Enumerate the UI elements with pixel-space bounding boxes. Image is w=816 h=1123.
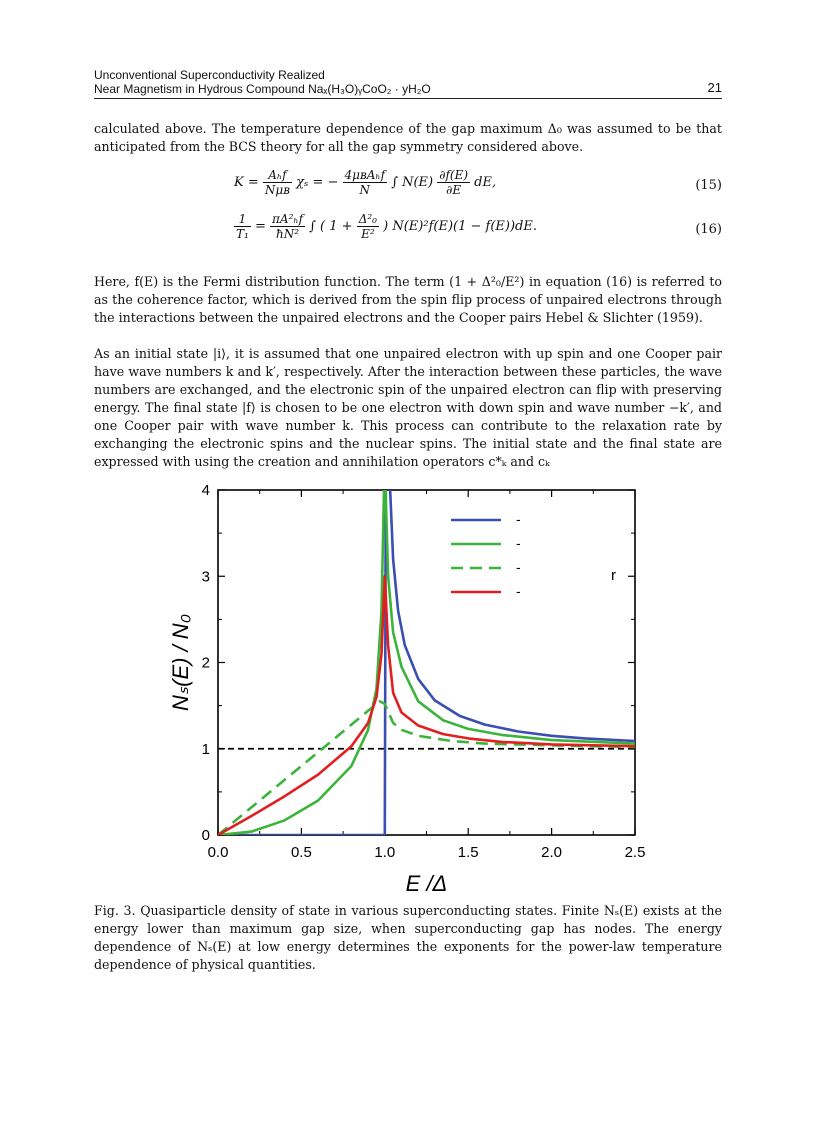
- figure-caption: Fig. 3. Quasiparticle density of state in various superconducting states. Finite Nₛ(E) exists at the energy lower than maximum gap size, when superconducting gap has nodes. The energy dependence of Nₛ(E) at low energy determines the exponents for the power-law temperature dependence of physical quantities.: [94, 903, 722, 972]
- x-tick-label: 2.5: [624, 844, 646, 861]
- page-number: 21: [707, 80, 722, 95]
- eq15-integral: ∫ N(E): [391, 175, 434, 190]
- legend-label-1: -: [516, 511, 521, 527]
- x-tick-label: 1.0: [374, 844, 396, 861]
- legend-label-4: -: [516, 583, 521, 599]
- y-tick-label: 3: [201, 568, 210, 586]
- legend-label-3: -: [516, 559, 521, 575]
- series-line-3: [218, 701, 635, 835]
- equation-15: [94, 168, 722, 208]
- x-tick-label: 0.0: [207, 844, 229, 861]
- header-title-line2: Near Magnetism in Hydrous Compound Naₓ(H₃O)ᵧCoO₂ · yH₂O: [94, 82, 431, 96]
- eq15-number: (15): [695, 178, 722, 193]
- eq16-eq: =: [254, 219, 266, 234]
- y-tick-label: 4: [201, 482, 210, 499]
- eq15-frac1: $\frac{\text{Aₕf}}{\text{Nμʙ}}$: [264, 168, 290, 197]
- y-tick-label: 0: [201, 827, 210, 844]
- y-axis-label: Nₛ(E) / N₀: [168, 614, 193, 711]
- y-tick-label: 2: [201, 654, 210, 672]
- paragraph-fermi: Here, f(E) is the Fermi distribution function. The term (1 + Δ²₀/E²) in equation (16) is referred to as the coherence factor, which is derived from the spin flip process of unpaired electrons through the interactions between the unpaired electrons and the Cooper pairs Hebel & Slichter (1959).: [94, 274, 722, 325]
- eq16-frac3: $\frac{\text{Δ²₀}}{\text{E²}}$: [358, 212, 377, 241]
- legend-stray-label: r: [611, 567, 616, 584]
- paragraph-intro: calculated above. The temperature dependence of the gap maximum Δ₀ was assumed to be that anticipated from the BCS theory for all the gap symmetry considered above.: [94, 121, 722, 154]
- eq16-frac2: $\frac{\text{πA²ₕf}}{\text{ħN²}}$: [272, 212, 304, 241]
- x-tick-label: 2.0: [541, 844, 563, 861]
- eq15-frac3: $\frac{\partial f(E)}{\partial E}$: [439, 168, 469, 197]
- header-title-line1: Unconventional Superconductivity Realized: [94, 68, 325, 82]
- legend-label-2: -: [516, 535, 521, 551]
- eq16-frac1: $\frac{1}{\text{T₁}}$: [236, 212, 249, 241]
- series-line-4: [218, 576, 635, 835]
- equation-16: [94, 212, 722, 252]
- series-line-1: [218, 478, 635, 835]
- eq15-lhs: K =: [234, 175, 259, 190]
- eq16-tail: ) N(E)²f(E)(1 − f(E))dE.: [383, 219, 537, 234]
- eq15-tail: dE,: [474, 175, 497, 190]
- x-tick-label: 1.5: [457, 844, 479, 861]
- paragraph-states: As an initial state |i⟩, it is assumed that one unpaired electron with up spin and one Cooper pair have wave numbers k and k′, respectively. After the interaction between these particles, the wave numbers are exchanged, and the electronic spin of the unpaired electron can flip with preserving energy. The final state |f⟩ is chosen to be one electron with down spin and wave number −k′, and one Cooper pair with wave number k. This process can contribute to the relaxation rate by exchanging the electronic spins and the nuclear spins. The initial state and the final state are expressed with using the creation and annihilation operators c*ₖ and cₖ: [94, 346, 722, 469]
- eq16-integral: ∫ ( 1 +: [309, 219, 353, 234]
- eq16-number: (16): [695, 222, 722, 237]
- dos-chart: [160, 478, 660, 898]
- y-tick-label: 1: [201, 740, 210, 758]
- x-tick-label: 0.5: [290, 844, 312, 861]
- running-header: [94, 68, 722, 99]
- x-axis-label: E /Δ: [405, 871, 448, 896]
- eq15-frac2: $\frac{\text{4μʙAₕf}}{N}$: [344, 168, 386, 197]
- eq15-mid: χₛ = −: [296, 175, 339, 190]
